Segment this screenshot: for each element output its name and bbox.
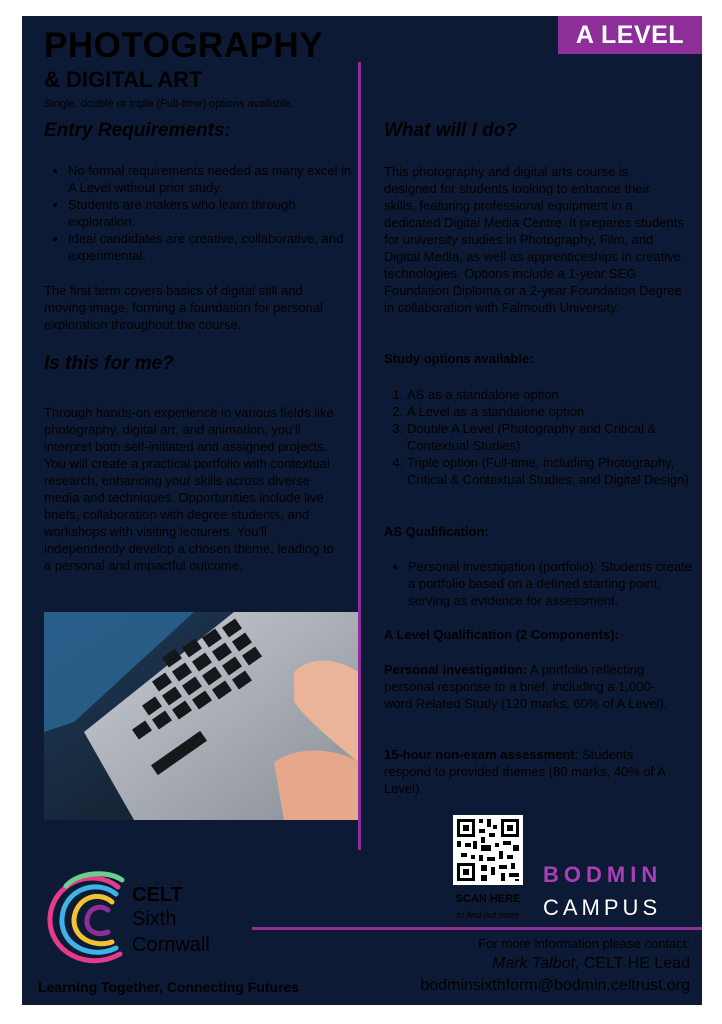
options-note: Single, double or triple (Full-time) options available. bbox=[44, 98, 295, 110]
non-exam-assessment-text bbox=[384, 746, 678, 797]
page-title: PHOTOGRAPHY bbox=[44, 26, 324, 65]
contact-person bbox=[492, 955, 690, 973]
first-term-text: The first term covers basics of digital still and moving image, forming a foundation for personal exploration throughout the course. bbox=[44, 283, 323, 332]
study-options-list bbox=[385, 386, 702, 488]
qr-code-icon bbox=[453, 815, 523, 885]
logo-text-celt: CELT bbox=[132, 884, 183, 906]
list-item: 2. A Level as a standalone option bbox=[407, 403, 702, 420]
campus-label: CAMPUS bbox=[543, 895, 662, 920]
qr-code[interactable] bbox=[453, 815, 523, 885]
what-will-i-do-heading: What will I do? bbox=[384, 120, 517, 141]
page-subtitle: & DIGITAL ART bbox=[44, 67, 203, 92]
entry-requirements-heading: Entry Requirements: bbox=[44, 120, 231, 141]
column-divider bbox=[358, 62, 361, 850]
is-this-for-me-heading: Is this for me? bbox=[44, 353, 174, 374]
personal-investigation-text bbox=[384, 661, 678, 712]
contact-email[interactable]: bodminsixthform@bodmin.celtrust.org bbox=[420, 977, 690, 994]
entry-requirements-list bbox=[46, 162, 356, 264]
a-level-qualification-heading: A Level Qualification (2 Components): bbox=[384, 627, 619, 642]
contact-name: Mark Talbot, bbox=[491, 955, 580, 972]
list-item: 4. Triple option (Full-time, including Photography, Critical & Contextual Studies, and Digital Design) bbox=[407, 454, 702, 488]
non-exam-assessment-desc: : Students respond to provided themes (80 marks, 40% of A Level). bbox=[384, 747, 666, 796]
contact-intro: For more information please contact: bbox=[478, 936, 690, 951]
tagline: Learning Together, Connecting Futures bbox=[38, 979, 300, 995]
bodmin-label: BODMIN bbox=[543, 862, 663, 887]
laptop-photo bbox=[44, 612, 358, 820]
list-item: 3. Double A Level (Photography and Critical & Contextual Studies) bbox=[407, 420, 702, 454]
laptop-keyboard-image bbox=[44, 612, 358, 820]
study-options-heading: Study options available: bbox=[384, 351, 534, 366]
contact-role: CELT HE Lead bbox=[579, 955, 690, 972]
personal-investigation-desc: A portfolio reflecting personal response to a brief, including a 1,000-word Related Study (120 marks, 60% of A Level). bbox=[384, 662, 668, 711]
is-this-for-me-text: Through hands-on experience in various fields like photography, digital art, and animation, you'll interpret both self-initiated and assigned projects. You will create a practical portfolio with contextual research, enhancing your skills across diverse media and techniques. Opportunities include live briefs, collaboration with degree students, and workshops with visiting lecturers. You'll independently develop a chosen theme, leading to a personal and impactful outcome. bbox=[44, 405, 334, 573]
as-qualification-heading: AS Qualification: bbox=[384, 524, 489, 539]
logo-text-sixth: Sixth bbox=[132, 908, 177, 930]
list-item: • Ideal candidates are creative, collaborative, and experimental. bbox=[68, 230, 356, 264]
scan-here-label: SCAN HERE bbox=[455, 893, 521, 905]
non-exam-assessment-label: 15-hour non-exam assessment bbox=[384, 747, 575, 762]
list-item: 1. AS as a standalone option bbox=[407, 386, 702, 403]
what-will-i-do-text: This photography and digital arts course is designed for students looking to enhance their skills, featuring professional equipment in a dedicated Digital Media Centre. It prepares students for university studies in Photography, Film, and Digital Media, as well as apprenticeships in creative technologies. Options include a 1-year SEG Foundation Diploma or a 2-year Foundation Degree in collaboration with Falmouth University. bbox=[384, 164, 684, 315]
list-item: • Students are makers who learn through exploration. bbox=[68, 196, 356, 230]
logo-text-cornwall: Cornwall bbox=[132, 934, 210, 956]
list-item: • Personal investigation (portfolio): Students create a portfolio based on a defined starting point, serving as evidence for assessment. bbox=[408, 558, 702, 609]
list-item: • No formal requirements needed as many excel in A Level without prior study. bbox=[68, 162, 356, 196]
footer-divider bbox=[252, 927, 702, 930]
as-qualification-list bbox=[386, 558, 702, 609]
find-out-more-label: to find out more bbox=[456, 910, 520, 920]
a-level-badge: A LEVEL bbox=[558, 16, 702, 54]
personal-investigation-label: Personal investigation: bbox=[384, 662, 528, 677]
